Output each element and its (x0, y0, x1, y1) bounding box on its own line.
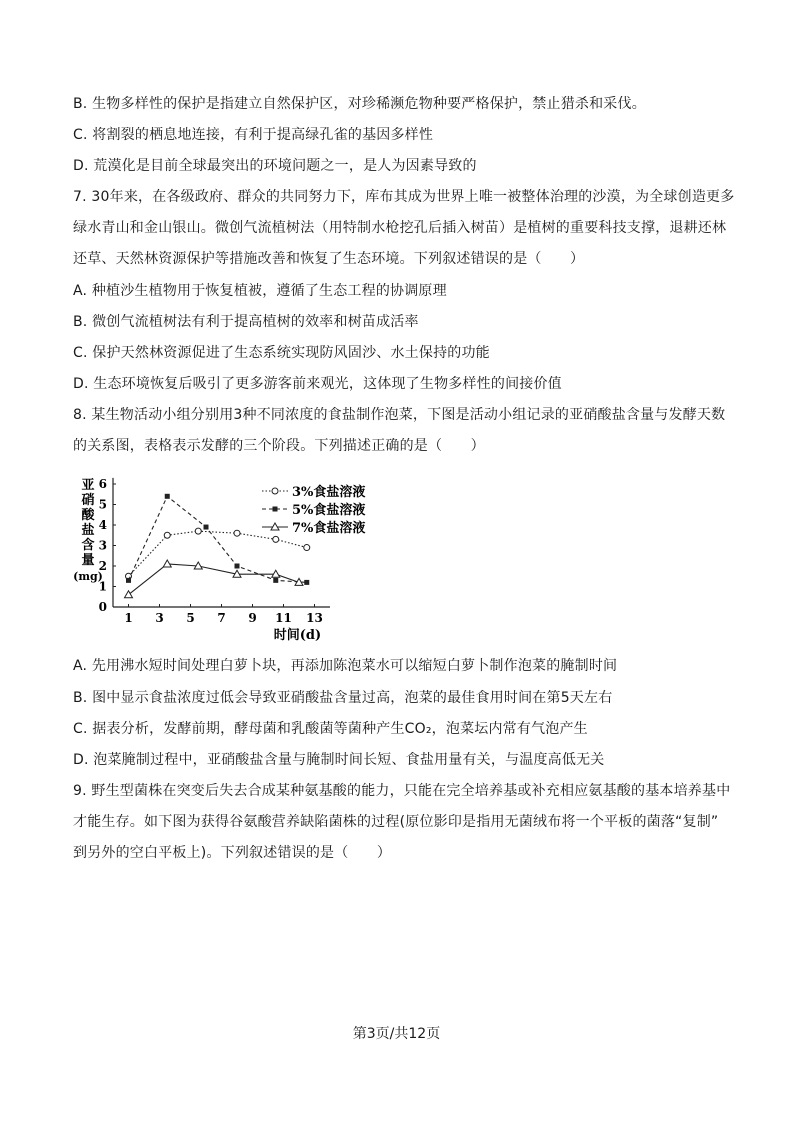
question-8-option-c: C. 据表分析，发酵前期，酵母菌和乳酸菌等菌种产生CO₂，泡菜坛内常有气泡产生 (73, 721, 588, 737)
point-square (235, 564, 240, 569)
option-d-prev: D. 荒漠化是目前全球最突出的环境问题之一，是人为因素导致的 (73, 158, 477, 174)
legend-label: 3%食盐溶液 (292, 485, 366, 500)
question-8-line-2: 的关系图，表格表示发酵的三个阶段。下列描述正确的是（ ） (73, 438, 485, 454)
series-line-1 (129, 531, 307, 576)
point-circle (272, 488, 278, 494)
y-tick-label: 4 (98, 518, 107, 532)
x-tick-label: 11 (275, 611, 292, 625)
question-8-option-b: B. 图中显示食盐浓度过低会导致亚硝酸盐含量过高，泡菜的最佳食用时间在第5天左右 (73, 690, 613, 706)
point-square (273, 578, 278, 583)
y-tick-label: 5 (98, 497, 107, 512)
question-9-line-1: 9. 野生型菌株在突变后失去合成某种氨基酸的能力，只能在完全培养基或补充相应氨基酸的基本培养基中 (73, 783, 731, 799)
question-7-option-c: C. 保护天然林资源促进了生态系统实现防风固沙、水土保持的功能 (73, 345, 490, 361)
question-9-line-2: 才能生存。如下图为获得谷氨酸营养缺陷菌株的过程(原位影印是指用无菌绒布将一个平板的菌落“复制” (73, 814, 719, 830)
y-axis-label-char: 酸 (81, 508, 95, 523)
question-9-line-3: 到另外的空白平板上)。下列叙述错误的是（ ） (73, 845, 392, 861)
point-circle (234, 530, 240, 536)
point-circle (304, 545, 310, 551)
question-8-option-a: A. 先用沸水短时间处理白萝卜块，再添加陈泡菜水可以缩短白萝卜制作泡菜的腌制时间 (73, 658, 618, 674)
option-c-prev: C. 将割裂的栖息地连接，有利于提高绿孔雀的基因多样性 (73, 127, 434, 143)
point-square (273, 507, 278, 512)
point-triangle (125, 591, 133, 598)
point-square (304, 580, 309, 585)
point-square (165, 494, 170, 499)
y-tick-label: 0 (98, 600, 107, 614)
page-footer: 第3页/共12页 (352, 1026, 441, 1042)
point-circle (195, 528, 201, 534)
question-7-line-1: 7. 30年来，在各级政府、群众的共同努力下，库布其成为世界上唯一被整体治理的沙漠，为全球创造更多 (73, 189, 735, 205)
y-axis-unit: (mg) (73, 570, 103, 583)
y-tick-label: 1 (98, 579, 107, 594)
x-tick-label: 3 (155, 611, 164, 625)
question-8-line-1: 8. 某生物活动小组分别用3种不同浓度的食盐制作泡菜，下图是活动小组记录的亚硝酸盐含量与发酵天数 (73, 407, 726, 423)
y-axis-label-char: 含 (81, 538, 95, 553)
y-axis-label-char: 亚 (81, 478, 95, 493)
question-7-option-a: A. 种植沙生植物用于恢复植被，遵循了生态工程的协调原理 (73, 283, 447, 299)
y-tick-label: 6 (98, 477, 107, 491)
legend-label: 5%食盐溶液 (292, 503, 366, 518)
question-8-option-d: D. 泡菜腌制过程中，亚硝酸盐含量与腌制时间长短、食盐用量有关，与温度高低无关 (73, 752, 605, 768)
series-line-2 (129, 496, 307, 582)
point-circle (164, 532, 170, 538)
question-7-option-b: B. 微创气流植树法有利于提高植树的效率和树苗成活率 (73, 314, 419, 330)
question-7-line-3: 还草、天然林资源保护等措施改善和恢复了生态环境。下列叙述错误的是（ ） (73, 251, 585, 267)
y-axis-label-char: 硝 (81, 493, 95, 508)
point-square (204, 525, 209, 530)
point-circle (273, 536, 279, 542)
x-tick-label: 13 (306, 611, 323, 625)
y-tick-label: 2 (98, 559, 107, 573)
question-7-line-2: 绿水青山和金山银山。微创气流植树法（用特制水枪挖孔后插入树苗）是植树的重要科技支撑，退耕还林 (73, 220, 727, 236)
x-tick-label: 5 (186, 611, 195, 625)
y-axis-label-char: 盐 (81, 523, 95, 538)
x-tick-label: 1 (124, 611, 133, 625)
x-tick-label: 9 (248, 611, 257, 625)
x-tick-label: 7 (217, 611, 226, 625)
x-axis-label: 时间(d) (273, 628, 322, 643)
nitrite-chart (72, 473, 372, 643)
y-axis-label-char: 量 (81, 553, 95, 568)
point-square (126, 578, 131, 583)
legend-label: 7%食盐溶液 (292, 521, 366, 536)
y-tick-label: 3 (98, 538, 107, 553)
point-triangle (163, 560, 171, 567)
option-b-prev: B. 生物多样性的保护是指建立自然保护区，对珍稀濒危物种要严格保护，禁止猎杀和采伐。 (73, 96, 646, 112)
question-7-option-d: D. 生态环境恢复后吸引了更多游客前来观光，这体现了生物多样性的间接价值 (73, 376, 562, 392)
